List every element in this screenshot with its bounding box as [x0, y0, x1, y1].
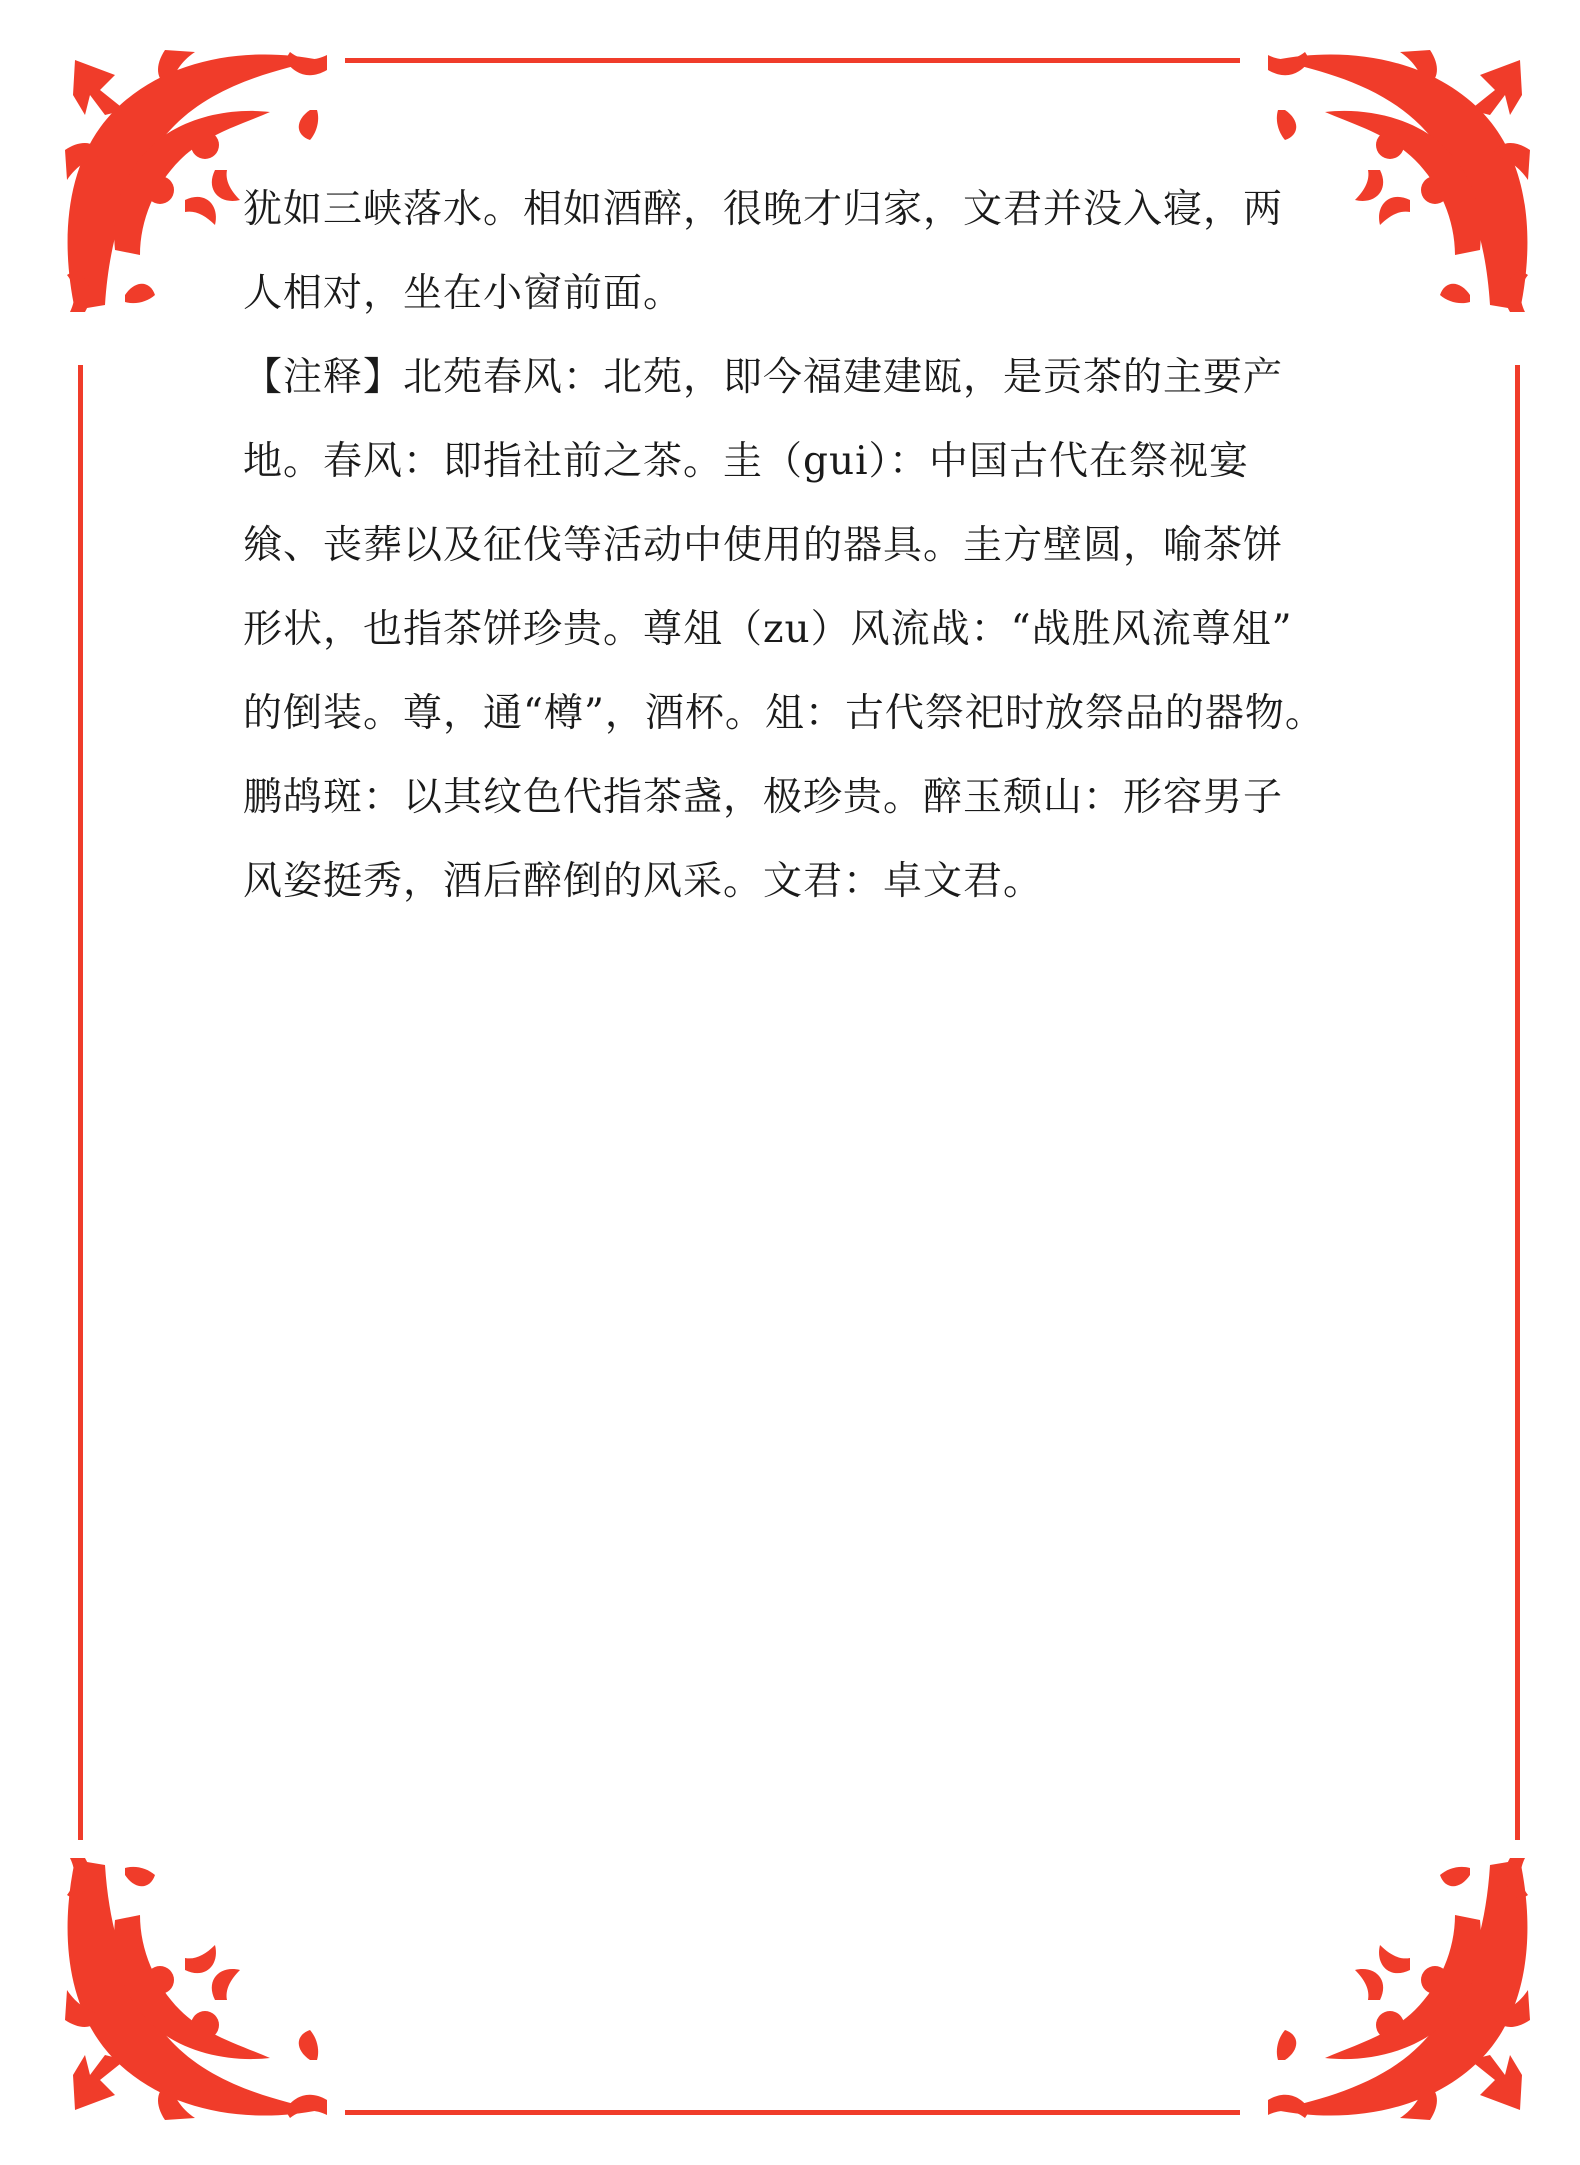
corner-ornament-bottom-left-icon: [55, 1845, 340, 2130]
frame-top-border: [345, 58, 1240, 63]
text-line: 的倒装。尊，通“樽”，酒杯。俎：古代祭祀时放祭品的器物。: [243, 691, 1325, 736]
frame-bottom-border: [345, 2110, 1240, 2115]
frame-right-border: [1515, 365, 1520, 1840]
frame-left-border: [78, 365, 83, 1840]
corner-ornament-bottom-right-icon: [1255, 1845, 1540, 2130]
text-line: 风姿挺秀，酒后醉倒的风采。文君：卓文君。: [243, 859, 1044, 904]
paragraph-story-end: [243, 168, 1343, 336]
text-line: 形状，也指茶饼珍贵。尊俎（zu）风流战：“战胜风流尊俎”: [243, 607, 1293, 652]
text-line: 地。春风：即指社前之茶。圭（gui）：中国古代在祭视宴: [243, 439, 1250, 484]
document-body: [243, 168, 1343, 924]
text-line: 人相对，坐在小窗前面。: [243, 271, 684, 316]
text-line: 【注释】北苑春风：北苑，即今福建建瓯，是贡茶的主要产: [243, 355, 1284, 400]
text-line: 鹏鸪斑：以其纹色代指茶盏，极珍贵。醉玉颓山：形容男子: [243, 775, 1284, 820]
text-line: 犹如三峡落水。相如酒醉，很晚才归家，文君并没入寝，两: [243, 187, 1284, 232]
paragraph-annotation: [243, 336, 1343, 924]
text-line: 飨、丧葬以及征伐等活动中使用的器具。圭方壁圆，喻茶饼: [243, 523, 1284, 568]
